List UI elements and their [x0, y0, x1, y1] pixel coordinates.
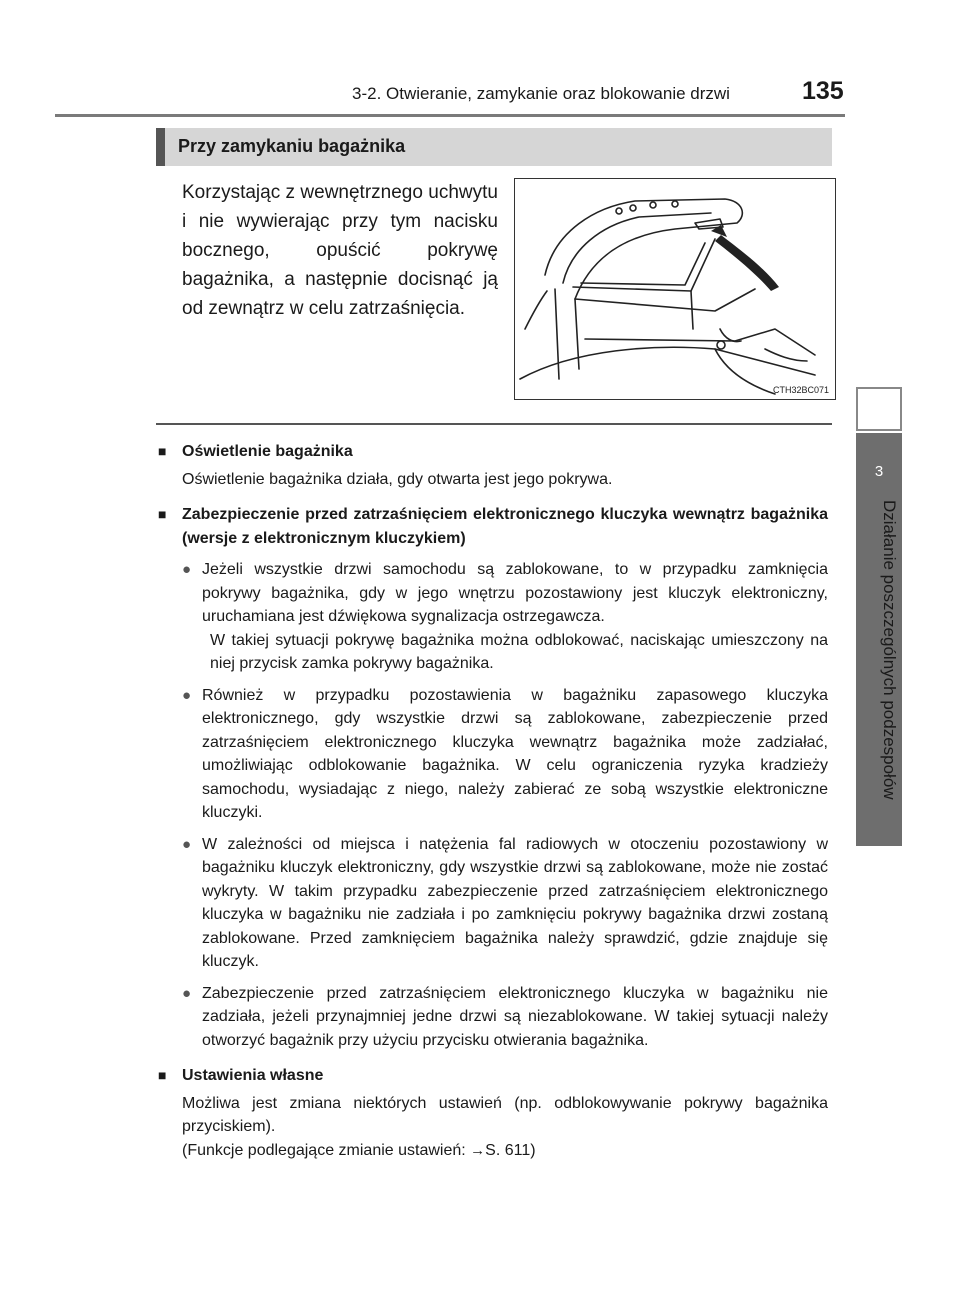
topic-lockout-bullet-1	[182, 558, 828, 629]
topic-custom-heading	[158, 1064, 828, 1088]
arrow-right-icon: →	[470, 1141, 486, 1159]
topic-lockout-bullet-2	[182, 684, 828, 825]
reference-prefix: (Funkcje podlegające zmianie ustawień:	[182, 1141, 471, 1159]
topic-light-body: Oświetlenie bagażnika działa, gdy otwarta jest jego pokrywa.	[182, 470, 613, 488]
section-banner-bar	[156, 128, 165, 166]
circle-bullet-icon: ●	[182, 984, 192, 1002]
topic-custom-heading-text: Ustawienia własne	[182, 1067, 324, 1084]
circle-bullet-icon: ●	[182, 561, 192, 578]
circle-bullet-icon: ●	[182, 835, 192, 853]
side-tab-number-box	[856, 387, 902, 431]
section-banner	[156, 128, 832, 166]
topic-lockout-heading-text: Zabezpieczenie przed zatrzaśnięciem elektronicznego kluczyka wewnątrz bagażnika (wersje z elektronicznym kluczykiem)	[182, 506, 828, 547]
square-bullet-icon: ■	[158, 443, 167, 459]
square-bullet-icon: ■	[158, 1067, 167, 1083]
header-rule	[55, 114, 845, 117]
topic-lockout-bullet-1-sub: W takiej sytuacji pokrywę bagażnika można odblokować, naciskając umieszczony na niej przycisk zamka pokrywy bagażnika.	[210, 631, 828, 672]
topic-lockout-bullet-3	[182, 833, 828, 974]
section-rule	[156, 423, 832, 425]
reference-page-link[interactable]: S. 611)	[485, 1141, 536, 1159]
header-chapter-title: 3-2. Otwieranie, zamykanie oraz blokowanie drzwi	[352, 84, 730, 103]
bullet-1-text: Jeżeli wszystkie drzwi samochodu są zablokowane, to w przypadku zamknięcia pokrywy bagażnika, gdy w jego wnętrzu pozostawiony jest kluczyk elektroniczny, uruchamiana jest dźwiękowa sygnalizacja ostrzegawcza.	[202, 561, 828, 625]
section-intro: Korzystając z wewnętrznego uchwytu i nie wywierając przy tym nacisku bocznego, opuścić pokrywę bagażnika, a następnie docisnąć ją od zewnątrz w celu zatrzaśnięcia.	[182, 182, 498, 319]
square-bullet-icon: ■	[158, 506, 167, 522]
side-tab-number: 3	[874, 463, 884, 480]
side-tab-label: Działanie poszczególnych podzespołów	[880, 500, 899, 800]
page-number: 135	[802, 77, 844, 105]
topic-lockout-heading	[158, 503, 828, 550]
bullet-2-text: Również w przypadku pozostawienia w bagażniku zapasowego kluczyka elektronicznego, gdy wszystkie drzwi są zablokowane, zabezpieczenie przed zatrzaśnięciem elektronicznego kluczyka wewnątrz bagażnika może zadziałać, umożliwiając odblokowanie bagażnika. W celu ograniczenia ryzyka kradzieży samochodu, wysiadając z niego, należy zabierać ze sobą wszystkie elektroniczne kluczyki.	[202, 686, 828, 821]
topic-lockout-bullet-4	[182, 982, 828, 1053]
topic-custom-body: Możliwa jest zmiana niektórych ustawień (np. odblokowywanie pokrywy bagażnika przyciskiem).	[182, 1094, 828, 1135]
content	[158, 434, 828, 1162]
trunk-closing-figure	[514, 178, 836, 400]
circle-bullet-icon: ●	[182, 686, 192, 704]
bullet-3-text: W zależności od miejsca i natężenia fal radiowych w otoczeniu pozostawiony w bagażniku kluczyk elektroniczny, gdy wszystkie drzwi są zablokowane, może nie zostać wykryty. W takim przypadku zabezpieczenie przed zatrzaśnięciem elektronicznego kluczyka w bagażniku nie zadziała i po zamknięciu pokrywy bagażnika drzwi zostaną zablokowane. Przed zamknięciem bagażnika należy sprawdzić, gdzie znajduje się kluczyk.	[202, 835, 828, 970]
topic-custom-reference	[182, 1139, 828, 1163]
figure-code: CTH32BC071	[772, 385, 829, 395]
topic-light-heading-text: Oświetlenie bagażnika	[182, 443, 353, 460]
topic-light-heading	[158, 440, 828, 464]
bullet-4-text: Zabezpieczenie przed zatrzaśnięciem elektronicznego kluczyka w bagażniku nie zadziała, jeżeli przynajmniej jedne drzwi są niezablokowane. W takiej sytuacji należy otworzyć bagażnik przy użyciu przycisku otwierania bagażnika.	[202, 984, 828, 1049]
section-title: Przy zamykaniu bagażnika	[178, 136, 406, 156]
trunk-illustration	[515, 179, 836, 400]
